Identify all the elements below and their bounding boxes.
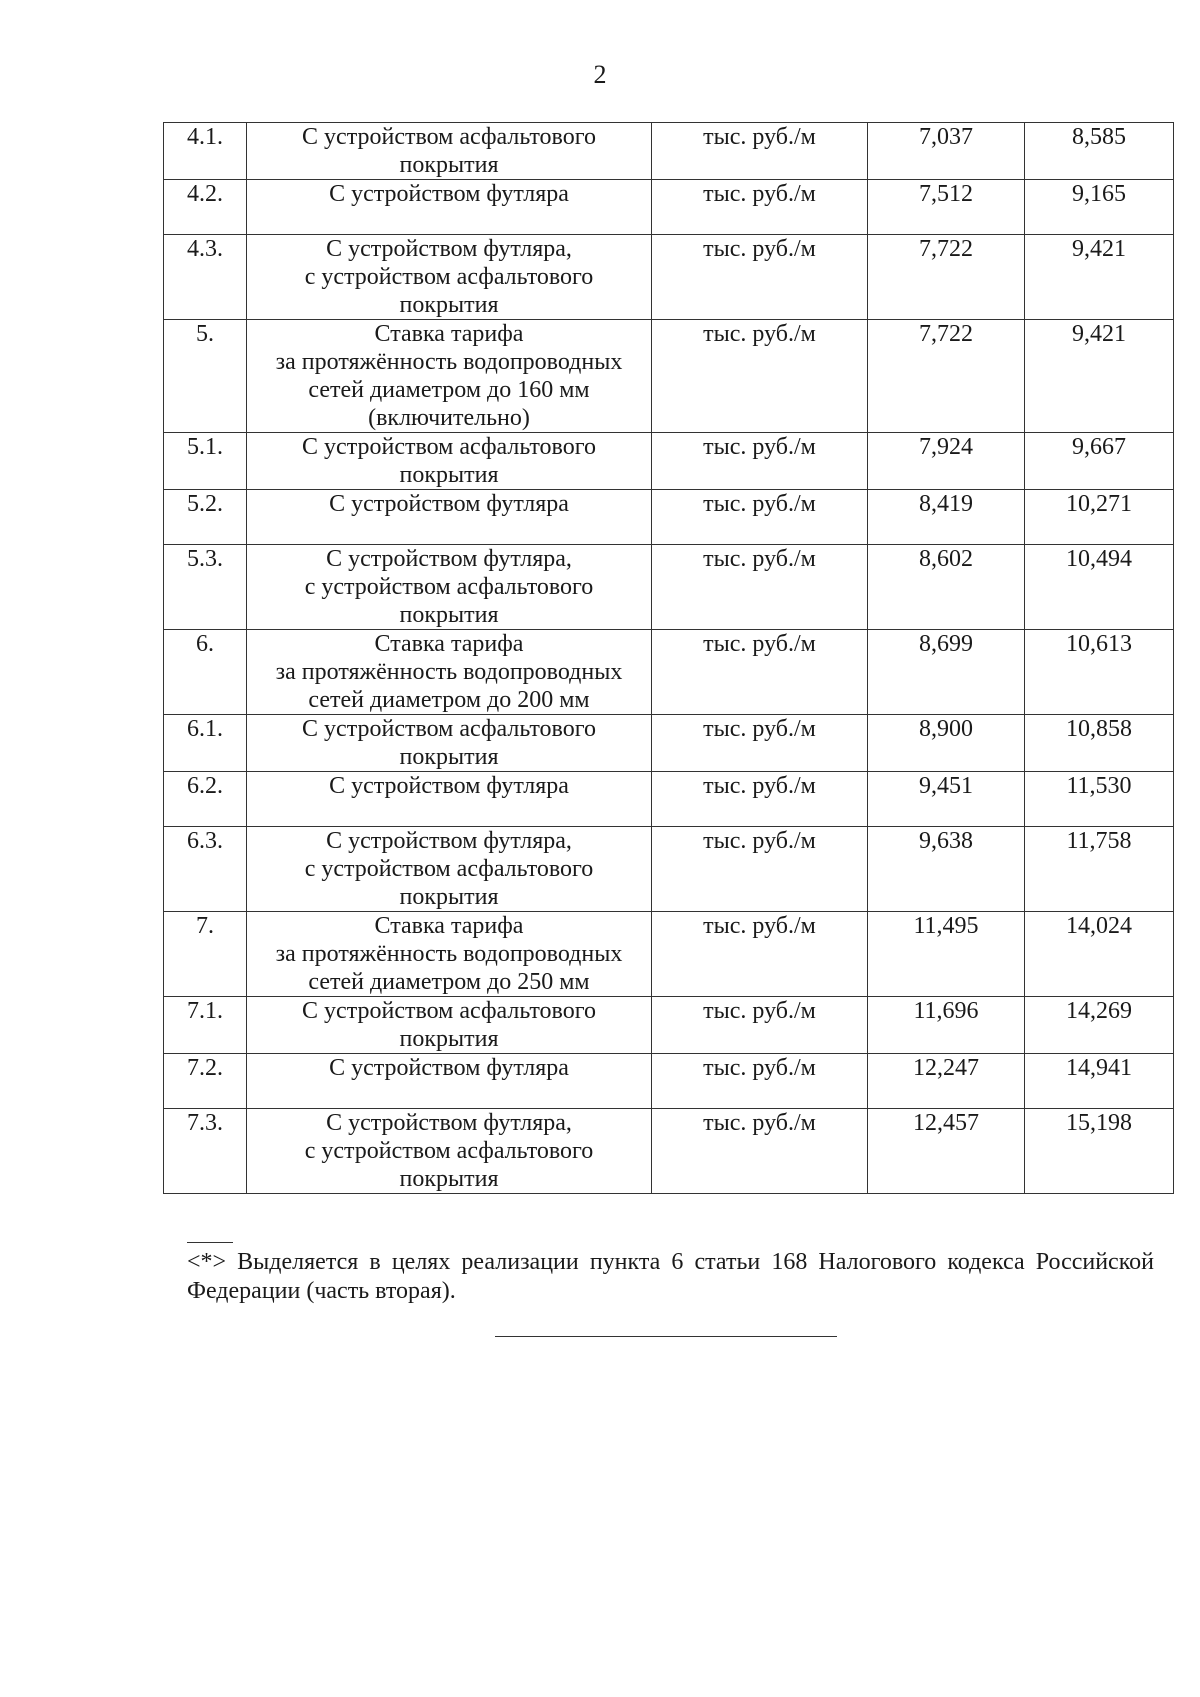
- row-value-1-cell: 7,722: [868, 235, 1025, 320]
- footnote-text: <*> Выделяется в целях реализации пункта 6 статьи 168 Налогового кодекса Российской Федерации (часть вторая).: [187, 1249, 1154, 1304]
- end-of-document-line: [495, 1336, 837, 1337]
- row-value-2-cell: 11,758: [1025, 827, 1174, 912]
- row-name-line: с устройством асфальтового: [304, 1138, 594, 1164]
- row-unit-cell: тыс. руб./м: [652, 320, 868, 433]
- row-value-2-cell: 11,530: [1025, 772, 1174, 827]
- row-name-line: Ставка тарифа: [374, 321, 524, 347]
- row-value-2-cell: 14,269: [1025, 997, 1174, 1054]
- row-value-2-cell: 8,585: [1025, 123, 1174, 180]
- page-number: 2: [593, 60, 607, 89]
- row-name-line: покрытия: [399, 152, 499, 178]
- row-value-1-cell: 9,638: [868, 827, 1025, 912]
- row-name-line: покрытия: [399, 462, 499, 488]
- row-value-1-cell: 12,457: [868, 1109, 1025, 1194]
- row-name-cell: [247, 490, 652, 545]
- row-unit-cell: тыс. руб./м: [652, 1054, 868, 1109]
- row-name-line: сетей диаметром до 160 мм: [308, 377, 590, 403]
- row-value-1-cell: 7,512: [868, 180, 1025, 235]
- row-name-line: С устройством футляра: [329, 773, 569, 799]
- row-name-line: покрытия: [399, 884, 499, 910]
- table-row: [164, 490, 1174, 545]
- row-value-1-cell: 7,924: [868, 433, 1025, 490]
- row-unit-cell: тыс. руб./м: [652, 490, 868, 545]
- row-value-2-cell: 14,024: [1025, 912, 1174, 997]
- row-name-line: (включительно): [368, 405, 530, 431]
- row-name-line: С устройством асфальтового: [302, 716, 596, 742]
- row-name-cell: [247, 235, 652, 320]
- row-value-2-cell: 10,858: [1025, 715, 1174, 772]
- table-row: [164, 123, 1174, 180]
- row-name-line: Ставка тарифа: [374, 631, 524, 657]
- row-name-line: за протяжённость водопроводных: [275, 659, 623, 685]
- row-value-1-cell: 8,699: [868, 630, 1025, 715]
- row-name-line: с устройством асфальтового: [304, 574, 594, 600]
- row-number-cell: 7.: [164, 912, 247, 997]
- row-name-line: покрытия: [399, 744, 499, 770]
- row-value-2-cell: 9,667: [1025, 433, 1174, 490]
- table-row: [164, 235, 1174, 320]
- row-name-line: Ставка тарифа: [374, 913, 524, 939]
- row-unit-cell: тыс. руб./м: [652, 912, 868, 997]
- row-number-cell: 6.1.: [164, 715, 247, 772]
- row-unit-cell: тыс. руб./м: [652, 123, 868, 180]
- row-name-line: С устройством футляра: [329, 491, 569, 517]
- table-row: [164, 320, 1174, 433]
- row-unit-cell: тыс. руб./м: [652, 545, 868, 630]
- row-name-line: С устройством футляра,: [326, 1110, 572, 1136]
- row-number-cell: 5.3.: [164, 545, 247, 630]
- table-row: [164, 912, 1174, 997]
- row-value-2-cell: 10,613: [1025, 630, 1174, 715]
- row-name-line: С устройством асфальтового: [302, 124, 596, 150]
- row-name-cell: [247, 1109, 652, 1194]
- row-number-cell: 6.2.: [164, 772, 247, 827]
- row-value-2-cell: 10,494: [1025, 545, 1174, 630]
- tariff-table-body: [164, 123, 1174, 1194]
- row-value-2-cell: 9,165: [1025, 180, 1174, 235]
- row-number-cell: 6.: [164, 630, 247, 715]
- table-row: [164, 1109, 1174, 1194]
- row-number-cell: 4.1.: [164, 123, 247, 180]
- row-value-2-cell: 9,421: [1025, 320, 1174, 433]
- row-number-cell: 4.2.: [164, 180, 247, 235]
- row-value-1-cell: 8,900: [868, 715, 1025, 772]
- row-value-2-cell: 9,421: [1025, 235, 1174, 320]
- table-row: [164, 1054, 1174, 1109]
- row-unit-cell: тыс. руб./м: [652, 235, 868, 320]
- table-row: [164, 545, 1174, 630]
- row-name-line: за протяжённость водопроводных: [275, 941, 623, 967]
- row-value-1-cell: 7,722: [868, 320, 1025, 433]
- table-row: [164, 433, 1174, 490]
- row-name-line: сетей диаметром до 200 мм: [308, 687, 590, 713]
- row-number-cell: 7.3.: [164, 1109, 247, 1194]
- row-name-line: С устройством футляра,: [326, 236, 572, 262]
- row-number-cell: 7.2.: [164, 1054, 247, 1109]
- row-value-2-cell: 10,271: [1025, 490, 1174, 545]
- row-name-cell: [247, 912, 652, 997]
- table-row: [164, 772, 1174, 827]
- row-number-cell: 5.2.: [164, 490, 247, 545]
- table-row: [164, 827, 1174, 912]
- row-unit-cell: тыс. руб./м: [652, 997, 868, 1054]
- row-unit-cell: тыс. руб./м: [652, 715, 868, 772]
- row-value-2-cell: 15,198: [1025, 1109, 1174, 1194]
- row-name-line: с устройством асфальтового: [304, 856, 594, 882]
- row-name-line: С устройством футляра,: [326, 828, 572, 854]
- tariff-table: [163, 122, 1174, 1194]
- row-name-cell: [247, 320, 652, 433]
- row-value-1-cell: 11,495: [868, 912, 1025, 997]
- row-unit-cell: тыс. руб./м: [652, 433, 868, 490]
- row-name-line: сетей диаметром до 250 мм: [308, 969, 590, 995]
- row-name-cell: [247, 630, 652, 715]
- row-value-1-cell: 12,247: [868, 1054, 1025, 1109]
- row-name-line: С устройством футляра,: [326, 546, 572, 572]
- row-value-1-cell: 8,602: [868, 545, 1025, 630]
- row-unit-cell: тыс. руб./м: [652, 630, 868, 715]
- row-name-cell: [247, 827, 652, 912]
- table-row: [164, 715, 1174, 772]
- row-name-cell: [247, 433, 652, 490]
- row-name-line: С устройством футляра: [329, 1055, 569, 1081]
- row-number-cell: 5.: [164, 320, 247, 433]
- row-name-cell: [247, 123, 652, 180]
- row-unit-cell: тыс. руб./м: [652, 827, 868, 912]
- row-name-cell: [247, 545, 652, 630]
- row-unit-cell: тыс. руб./м: [652, 180, 868, 235]
- row-name-line: покрытия: [399, 1026, 499, 1052]
- table-row: [164, 630, 1174, 715]
- row-name-cell: [247, 1054, 652, 1109]
- row-number-cell: 4.3.: [164, 235, 247, 320]
- row-value-1-cell: 8,419: [868, 490, 1025, 545]
- table-row: [164, 997, 1174, 1054]
- row-number-cell: 7.1.: [164, 997, 247, 1054]
- row-name-line: покрытия: [399, 1166, 499, 1192]
- row-unit-cell: тыс. руб./м: [652, 1109, 868, 1194]
- row-name-cell: [247, 997, 652, 1054]
- row-value-1-cell: 11,696: [868, 997, 1025, 1054]
- row-name-line: с устройством асфальтового: [304, 264, 594, 290]
- row-name-line: за протяжённость водопроводных: [275, 349, 623, 375]
- row-name-line: покрытия: [399, 602, 499, 628]
- row-number-cell: 6.3.: [164, 827, 247, 912]
- row-unit-cell: тыс. руб./м: [652, 772, 868, 827]
- row-value-1-cell: 9,451: [868, 772, 1025, 827]
- row-name-line: С устройством асфальтового: [302, 998, 596, 1024]
- row-value-1-cell: 7,037: [868, 123, 1025, 180]
- row-value-2-cell: 14,941: [1025, 1054, 1174, 1109]
- row-name-line: С устройством асфальтового: [302, 434, 596, 460]
- row-number-cell: 5.1.: [164, 433, 247, 490]
- row-name-line: С устройством футляра: [329, 181, 569, 207]
- row-name-cell: [247, 180, 652, 235]
- row-name-cell: [247, 715, 652, 772]
- row-name-cell: [247, 772, 652, 827]
- row-name-line: покрытия: [399, 292, 499, 318]
- footnote-separator: [187, 1242, 233, 1243]
- table-row: [164, 180, 1174, 235]
